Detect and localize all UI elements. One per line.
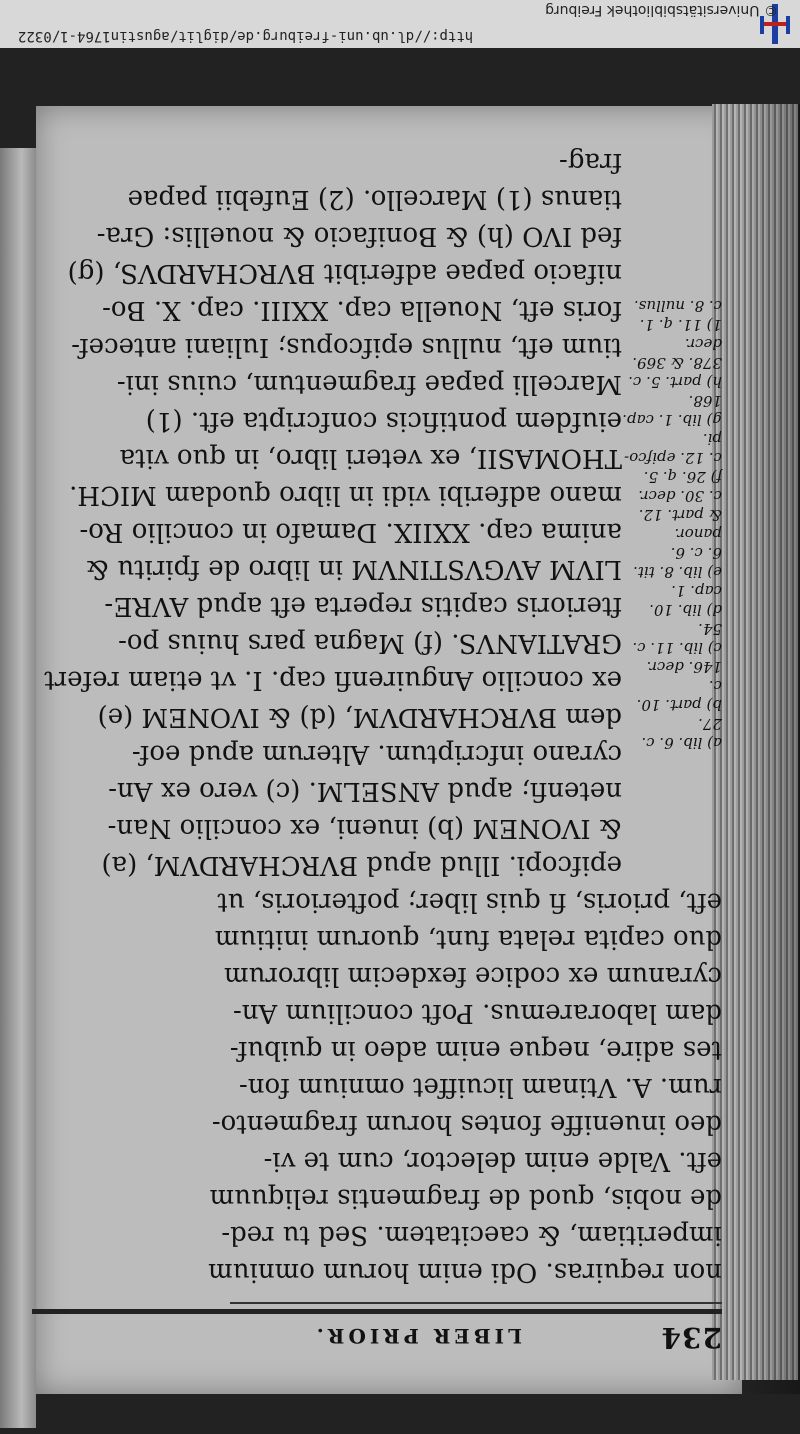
- marginal-note: 168.: [688, 392, 722, 410]
- text-line: tes adire, neque enim adeo in quibuf-: [229, 1035, 722, 1065]
- text-line: GRATIANVS. (f) Magna pars huius po-: [118, 628, 622, 658]
- text-line: THOMASII, ex veteri libro, in quo vita: [119, 443, 622, 473]
- marginal-note: e) lib. 8. tit.: [633, 563, 722, 581]
- marginal-note: & part. 12.: [638, 506, 722, 524]
- text-line: ex concilio Anguirenfi cap. I. vt etiam refert: [44, 665, 622, 695]
- marginal-note: cap. 1.: [671, 582, 722, 600]
- marginal-note: c. 12. epifco-: [624, 449, 722, 467]
- marginal-note: a) lib. 6. c.: [641, 734, 722, 752]
- marginal-note: pi.: [702, 430, 722, 448]
- page-shadow: [742, 104, 800, 1394]
- text-line: anima cap. XXIIX. Damafo in concilio Ro-: [79, 517, 622, 547]
- marginal-note: g) lib. 1. cap.: [622, 411, 722, 429]
- text-line: eft, prioris, fi quis liber; pofterioris, ut: [217, 887, 722, 917]
- text-line: netenfi; apud ANSELM. (c) vero ex An-: [108, 776, 622, 806]
- page-number: 234: [660, 1321, 722, 1354]
- text-line: Marcelli papae fragmentum, cuius ini-: [116, 369, 622, 399]
- text-line: dam laboraremus. Poft concilium An-: [232, 998, 722, 1028]
- marginal-note: d) lib. 10.: [649, 601, 722, 619]
- marginal-note: c) lib. 11. c.: [632, 639, 722, 657]
- text-line: dem BVRCHARDVM, (d) & IVONEM (e): [97, 702, 622, 732]
- text-line: fterioris capitis reperta eft apud AVRE-: [104, 591, 622, 621]
- running-head: LIBER PRIOR.: [312, 1324, 522, 1348]
- text-line: cyrano infcriptum. Alterum apud eof-: [131, 739, 622, 769]
- text-line: duo capita relata funt, quorum initium: [214, 924, 722, 954]
- text-line: epifcopi. Illud apud BVRCHARDVM, (a): [101, 850, 622, 880]
- institution-credit: © Universitätsbibliothek Freiburg: [545, 2, 778, 18]
- text-line: cyranum ex codice fexdecim librorum: [224, 961, 722, 991]
- marginal-note: 146. decr.: [646, 658, 722, 676]
- text-line: de nobis, quod de fragmentis reliquum: [209, 1183, 722, 1213]
- text-line: eft. Valde enim delector, cum te vi-: [263, 1146, 722, 1176]
- text-line: foris eft, Nouella cap. XXIII. cap. X. Bo-: [102, 295, 622, 325]
- text-line: & IVONEM (b) inueni, ex concilio Nan-: [107, 813, 622, 843]
- marginal-note: h) part. 5. c.: [628, 373, 722, 391]
- header-rule: [32, 1309, 722, 1314]
- text-line: imperitiam, & caecitatem. Sed tu red-: [221, 1220, 722, 1250]
- marginal-note: 54.: [698, 620, 722, 638]
- text-line: non requiras. Odi enim horum omnium: [208, 1257, 722, 1287]
- marginal-note: 27.: [698, 715, 722, 733]
- text-line: eiufdem pontificis confcripta eft. (1): [145, 406, 622, 436]
- marginal-note: f) 26. q. 5.: [643, 468, 722, 486]
- scanned-book-spread: [0, 48, 800, 1434]
- marginal-note: 378. & 369.: [632, 354, 722, 372]
- text-line: LIVM AVGVSTINVM in libro de fpiritu &: [85, 554, 622, 584]
- viewer-banner: [0, 0, 800, 49]
- source-url[interactable]: http://dl.ub.uni-freiburg.de/diglit/agustin1764-1/0322: [18, 28, 474, 44]
- printed-page-rotated: [36, 106, 742, 1394]
- page-header: [62, 1321, 722, 1354]
- text-line: rum. A. Vtinam licuiffet omnium fon-: [238, 1072, 722, 1102]
- marginal-note: b) part. 10. c.: [636, 677, 722, 714]
- marginal-note: c. 30. decr.: [638, 487, 722, 505]
- marginal-notes: [622, 296, 722, 752]
- marginal-note: decr.: [684, 335, 722, 353]
- text-line: deo inueniffe fontes horum fragmento-: [211, 1109, 722, 1139]
- body-text: [32, 143, 722, 1290]
- text-line: tianus (1) Marcello. (2) Eufebii papae: [127, 184, 622, 214]
- text-line: nifacio papae adferibit BVRCHARDVS, (g): [67, 258, 622, 288]
- text-line: fed IVO (h) & Bonifacio & nouellis: Gra-: [96, 221, 622, 251]
- marginal-note: 1) 11. q. 1.: [639, 316, 722, 334]
- facing-page-edge: [0, 148, 36, 1428]
- marginal-note: 6. c. 6. panor.: [670, 525, 722, 562]
- text-line: tium eft, nullus epifcopus; Iuliani antecef-: [71, 332, 622, 362]
- marginal-note: c. 8. nullus.: [633, 297, 722, 315]
- header-rule-thin: [230, 1302, 722, 1304]
- text-line: frag-: [559, 147, 622, 177]
- text-line: mano adferibi vidi in libro quodam MICH.: [69, 480, 622, 510]
